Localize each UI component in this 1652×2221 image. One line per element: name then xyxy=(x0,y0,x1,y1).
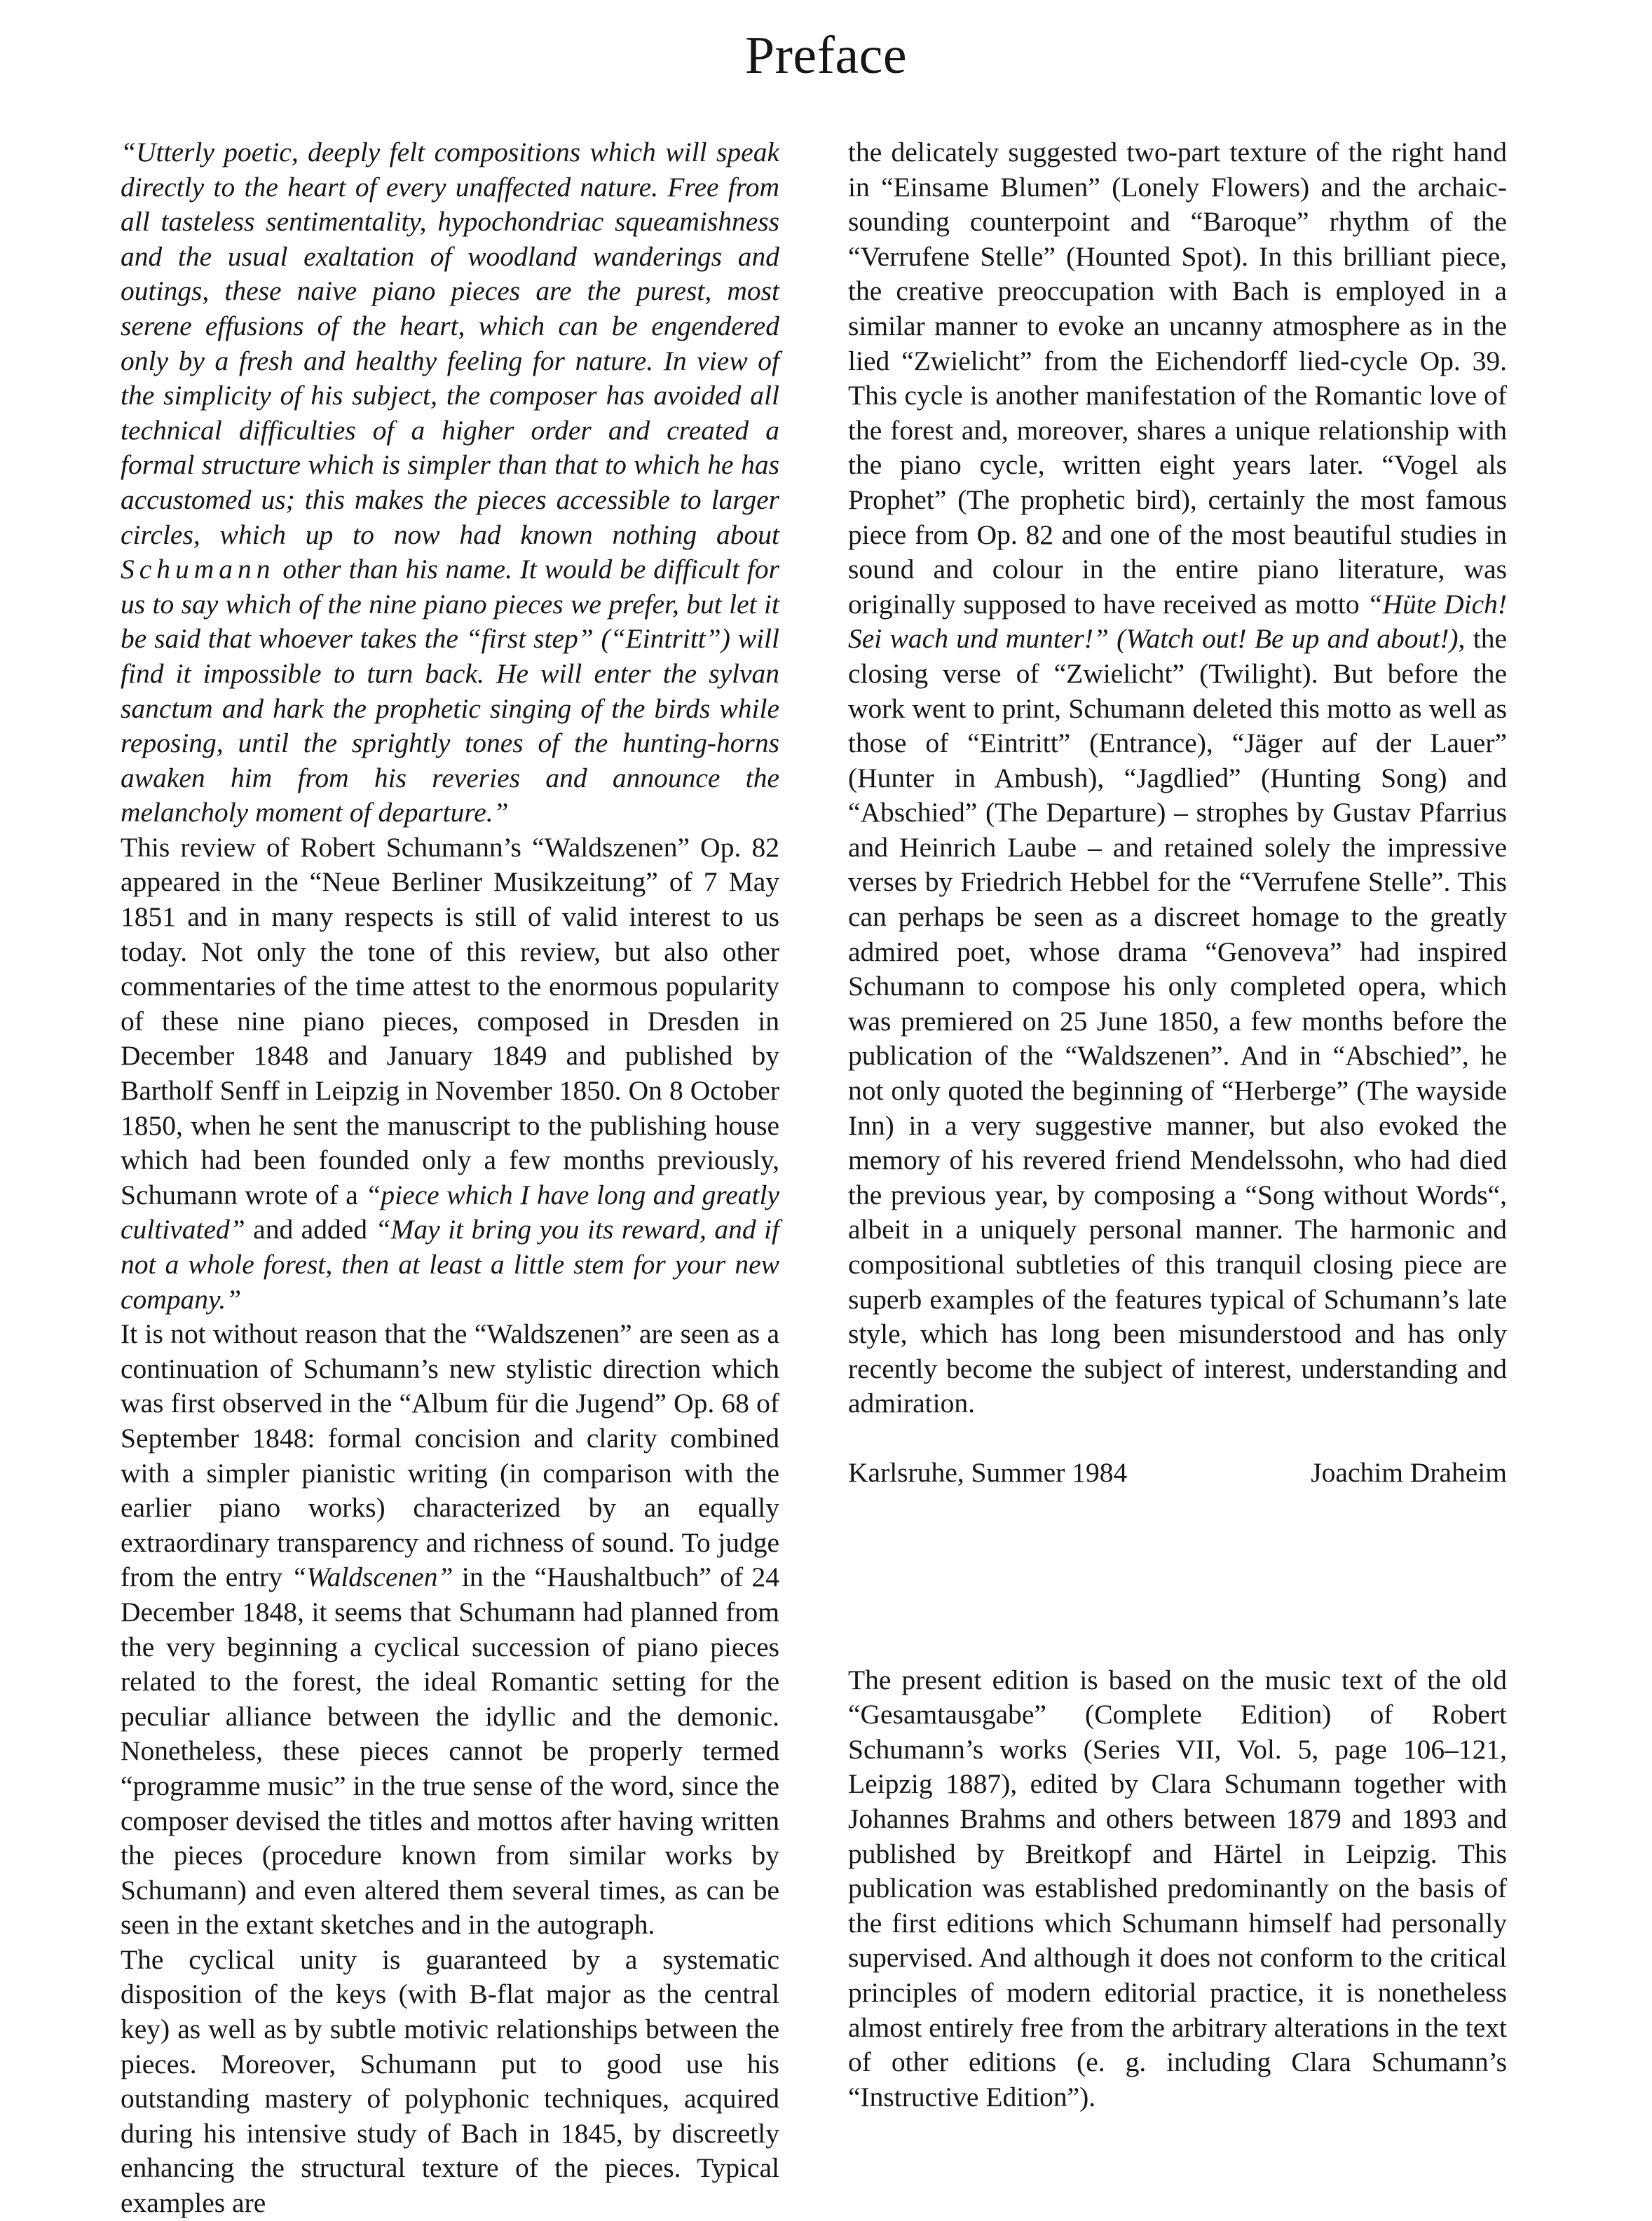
left-column xyxy=(121,135,779,2221)
paragraph-stylistic-direction xyxy=(121,1317,779,1943)
signature-row xyxy=(848,1456,1507,1491)
paragraph-continuation-text-c: the closing verse of “Zwielicht” (Twilight). But before the work went to print, Schumann deleted this motto as well as those of “Eintritt” (Entrance), “Jäger auf der Lauer” (Hunter in Ambush), “Jagdlied” (Hunting Song) and “Abschied” (The Departure) – strophes by Gustav Pfarrius and Heinrich Laube – and retained solely the impressive verses by Friedrich Hebbel for the “Verrufene Stelle”. This can perhaps be seen as a discreet homage to the greatly admired poet, whose drama “Genoveva” had inspired Schumann to compose his only completed opera, which was premiered on 25 June 1850, a few months before the publication of the “Waldszenen”. And in “Abschied”, he not only quoted the beginning of “Herberge” (The wayside Inn) in a very suggestive manner, but also evoked the memory of his revered friend Mendelssohn, who had died the previous year, by composing a “Song without Words“, albeit in a uniquely personal manner. The harmonic and compositional subtleties of this tranquil closing piece are superb examples of the features typical of Schumann’s late style, which has long been misunderstood and has only recently become the subject of interest, understanding and admiration. xyxy=(848,623,1507,1419)
paragraph-continuation-text-a: the delicately suggested two-part texture of the right hand in “Einsame Blumen” (Lonely Flowers) and the archaic-sounding counterpoint and “Baroque” rhythm of the “Verrufene Stelle” (Hounted Spot). In this brilliant piece, the creative preoccupation with Bach is employed in a similar manner to evoke an uncanny atmosphere as in the lied “Zwielicht” from the Eichendorff lied-cycle Op. 39. This cycle is another manifestation of the Romantic love of the forest and, moreover, shares a unique relationship with the piano cycle, written eight years later. “Vogel als Prophet” (The prophetic bird), certainly the most famous piece from Op. 82 and one of the most beautiful studies in sound and colour in the entire piano literature, was originally supposed to have received as motto xyxy=(848,137,1507,620)
author-name: Joachim Draheim xyxy=(1311,1456,1507,1488)
paragraph-review-context xyxy=(121,831,779,1317)
motto-quote: “Hüte Dich! Sei wach und munter!” (Watch out! Be up and about!), xyxy=(848,588,1508,655)
place-date: Karlsruhe, Summer 1984 xyxy=(848,1456,1128,1488)
paragraph-review-context-text-c: and added xyxy=(245,1214,376,1245)
paragraph-continuation xyxy=(848,135,1507,1421)
right-column xyxy=(848,135,1507,2114)
paragraph-review-context-text-a: This review of Robert Schumann’s “Waldszenen” Op. 82 appeared in the “Neue Berliner Musikzeitung” of 7 May 1851 and in many respects is still of valid interest to us today. Not only the tone of this review, but also other commentaries of the time attest to the enormous popularity of these nine piano pieces, composed in Dresden in December 1848 and January 1849 and published by Bartholf Senff in Leipzig in November 1850. On 8 October 1850, when he sent the manuscript to the publishing house which had been founded only a few months previously, Schumann wrote of a xyxy=(121,831,779,1210)
waldscenen-entry: “Waldscenen” xyxy=(291,1561,453,1593)
paragraph-stylistic-direction-text-c: in the “Haushaltbuch” of 24 December 1848, it seems that Schumann had planned from the very beginning a cyclical succession of piano pieces related to the forest, the ideal Romantic setting for the peculiar alliance between the idyllic and the demonic. Nonetheless, these pieces cannot be properly termed “programme music” in the true sense of the word, since the composer devised the titles and mottos after having written the pieces (procedure known from similar works by Schumann) and even altered them several times, as can be seen in the extant sketches and in the autograph. xyxy=(121,1561,779,1941)
review-quote xyxy=(121,135,779,831)
schumann-letter-quote-2: “May it bring you its reward, and if not a whole forest, then at least a little stem for your new company.” xyxy=(121,1214,779,1315)
paragraph-cyclical-unity: The cyclical unity is guaranteed by a systematic disposition of the keys (with B-flat major as the central key) as well as by subtle motivic relationships between the pieces. Moreover, Schumann put to good use his outstanding mastery of polyphonic techniques, acquired during his intensive study of Bach in 1845, by discreetly enhancing the structural texture of the pieces. Typical examples are xyxy=(121,1943,779,2219)
review-quote-text-b: other than his name. It would be difficult for us to say which of the nine piano pieces we prefer, but let it be said that whoever takes the “first step” (“Eintritt”) will find it impossible to turn back. He will enter the sylvan sanctum and hark the prophetic singing of the birds while reposing, until the sprightly tones of the hunting-horns awaken him from his reveries and announce the melancholy moment of departure.” xyxy=(121,554,779,828)
edition-note: The present edition is based on the music text of the old “Gesamtausgabe” (Complete Edition) of Robert Schumann’s works (Series VII, Vol. 5, page 106–121, Leipzig 1887), edited by Clara Schumann together with Johannes Brahms and others between 1879 and 1893 and published by Breitkopf and Härtel in Leipzig. This publication was established predominantly on the basis of the first editions which Schumann himself had personally supervised. And although it does not conform to the critical principles of modern editorial practice, it is nonetheless almost entirely free from the arbitrary alterations in the text of other editions (e. g. including Clara Schumann’s “Instructive Edition”). xyxy=(848,1664,1507,2112)
page-title: Preface xyxy=(744,26,908,85)
paragraph-stylistic-direction-text-a: It is not without reason that the “Waldszenen” are seen as a continuation of Schumann’s new stylistic direction which was first observed in the “Album für die Jugend” Op. 68 of September 1848: formal concision and clarity combined with a simpler pianistic writing (in comparison with the earlier piano works) characterized by an equally extraordinary transparency and richness of sound. To judge from the entry xyxy=(121,1318,779,1593)
review-quote-composer-name: Schumann xyxy=(121,554,275,585)
schumann-letter-quote-1: “piece which I have long and greatly cultivated” xyxy=(121,1179,779,1245)
review-quote-text-a: “Utterly poetic, deeply felt compositions which will speak directly to the heart of every unaffected nature. Free from all tasteless sentimentality, hypochondriac squeamishness and the usual exaltation of woodland wanderings and outings, these naive piano pieces are the purest, most serene effusions of the heart, which can be engendered only by a fresh and healthy feeling for nature. In view of the simplicity of his subject, the composer has avoided all technical difficulties of a higher order and created a formal structure which is simpler than that to which he has accustomed us; this makes the pieces accessible to larger circles, which up to now had known nothing about xyxy=(121,137,779,550)
